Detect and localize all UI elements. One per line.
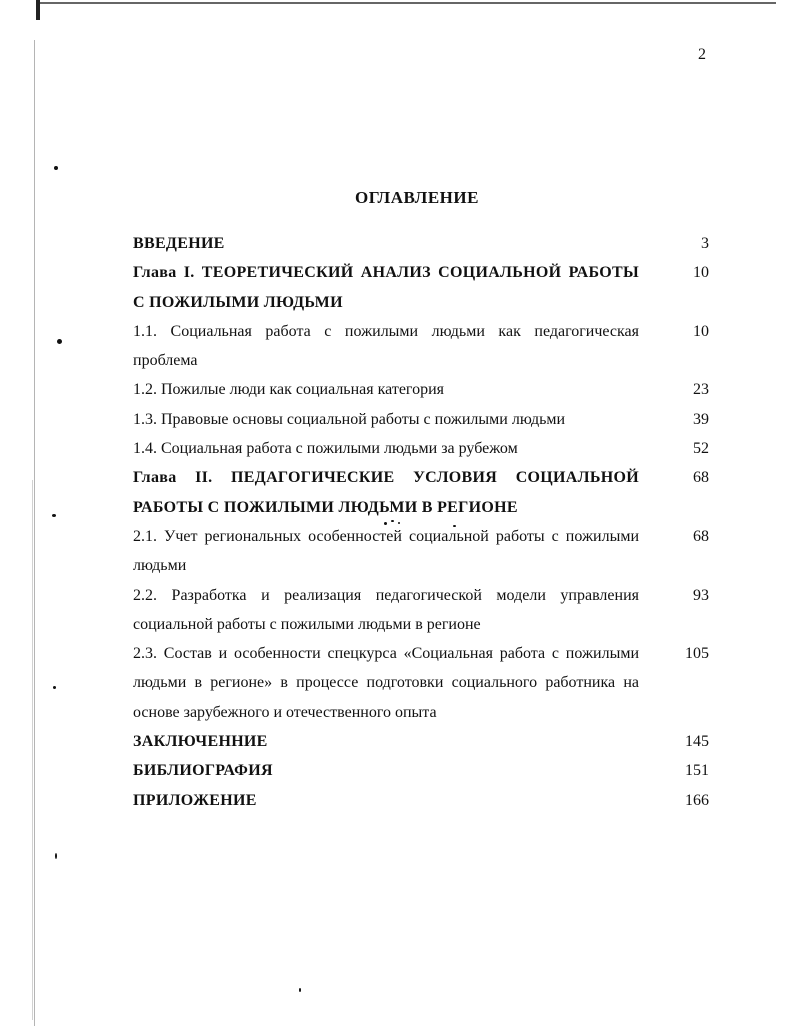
table-of-contents [133, 229, 713, 815]
toc-entry-section-1-2[interactable] [133, 375, 713, 404]
toc-title: ОГЛАВЛЕНИЕ [355, 188, 479, 207]
toc-entry-section-2-3[interactable] [133, 639, 713, 727]
toc-entry-section-2-2[interactable] [133, 581, 713, 640]
toc-entry-conclusion[interactable] [133, 727, 713, 756]
toc-entry-label: Глава I. ТЕОРЕТИЧЕСКИЙ АНАЛИЗ СОЦИАЛЬНОЙ РАБОТЫ С ПОЖИЛЫМИ ЛЮДЬМИ [133, 264, 639, 311]
toc-entry-label: ПРИЛОЖЕНИЕ [133, 791, 257, 809]
toc-entry-page: 105 [685, 645, 709, 663]
scan-speck [54, 166, 58, 170]
toc-entry-label: 1.4. Социальная работа с пожилыми людьми за рубежом [133, 440, 518, 458]
toc-entry-introduction[interactable] [133, 229, 713, 258]
scan-speck [53, 686, 56, 689]
toc-entry-label: БИБЛИОГРАФИЯ [133, 762, 273, 780]
scan-left-edge-secondary [32, 480, 33, 1020]
scan-speck [55, 853, 57, 859]
toc-entry-page: 93 [693, 586, 709, 604]
toc-entry-bibliography[interactable] [133, 756, 713, 785]
toc-entry-label: 2.2. Разработка и реализация педагогической модели управления социальной работы с пожилыми людьми в регионе [133, 586, 639, 633]
toc-entry-label: ВВЕДЕНИЕ [133, 235, 225, 252]
toc-entry-page: 166 [685, 791, 709, 809]
scan-speck [299, 988, 301, 992]
toc-entry-page: 68 [693, 527, 709, 545]
toc-entry-page: 68 [693, 469, 709, 487]
toc-entry-label: ЗАКЛЮЧЕННИЕ [133, 733, 268, 751]
toc-entry-section-1-1[interactable] [133, 317, 713, 376]
toc-entry-page: 145 [685, 733, 709, 751]
scan-top-rule [36, 2, 776, 4]
page-number: 2 [698, 46, 706, 63]
toc-entry-section-1-4[interactable] [133, 434, 713, 463]
toc-entry-page: 52 [693, 440, 709, 458]
toc-entry-label: 1.1. Социальная работа с пожилыми людьми как педагогическая проблема [133, 322, 639, 370]
scan-speck [57, 339, 62, 344]
toc-entry-label: 1.3. Правовые основы социальной работы с пожилыми людьми [133, 410, 566, 428]
toc-entry-label: 2.1. Учет региональных особенностей социальной работы с пожилыми людьми [133, 527, 639, 575]
toc-entry-page: 39 [693, 410, 709, 428]
toc-entry-page: 23 [693, 381, 709, 399]
toc-entry-label: 2.3. Состав и особенности спецкурса «Социальная работа с пожилыми людьми в регионе» в процессе подготовки социального работника на основе зарубежного и отечественного опыта [133, 645, 639, 721]
scan-speck [52, 514, 56, 517]
toc-entry-chapter-2[interactable] [133, 463, 713, 522]
toc-entry-section-1-3[interactable] [133, 405, 713, 434]
scan-corner-mark [36, 0, 40, 20]
toc-entry-label: 1.2. Пожилые люди как социальная категория [133, 381, 445, 399]
toc-entry-appendix[interactable] [133, 786, 713, 815]
toc-entry-page: 151 [685, 762, 709, 780]
toc-entry-chapter-1[interactable] [133, 258, 713, 317]
toc-entry-page: 3 [701, 235, 709, 252]
toc-entry-page: 10 [693, 322, 709, 340]
toc-entry-section-2-1[interactable] [133, 522, 713, 581]
toc-entry-page: 10 [693, 264, 709, 282]
toc-entry-label: Глава II. ПЕДАГОГИЧЕСКИЕ УСЛОВИЯ СОЦИАЛЬНОЙ РАБОТЫ С ПОЖИЛЫМИ ЛЮДЬМИ В РЕГИОНЕ [133, 469, 639, 516]
